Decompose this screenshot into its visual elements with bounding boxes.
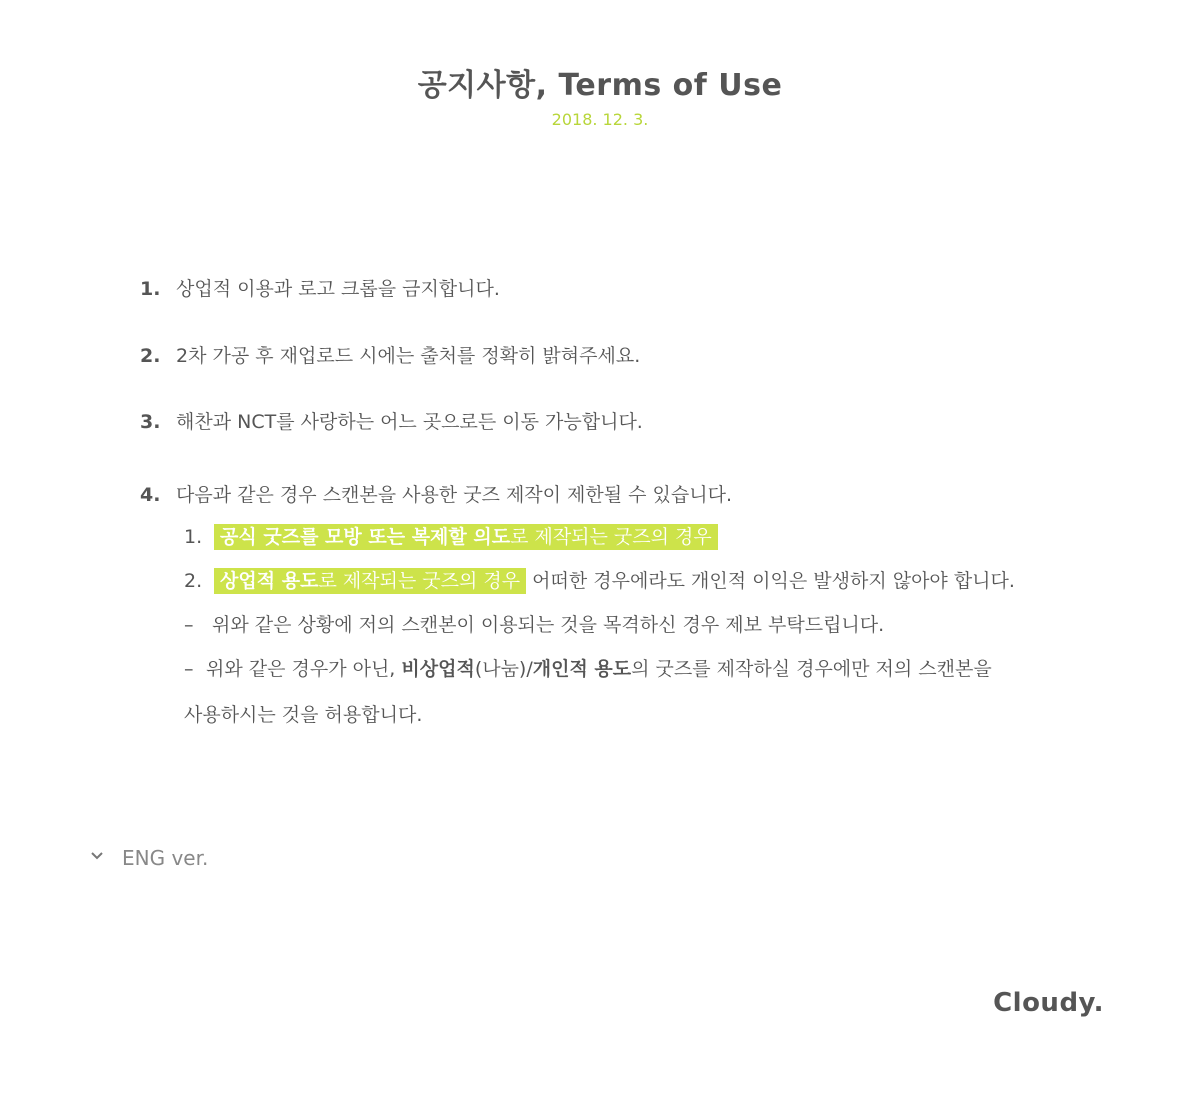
rule-text: 2차 가공 후 재업로드 시에는 출처를 정확히 밝혀주세요.: [176, 345, 641, 367]
highlight-text: [214, 568, 526, 594]
dash-mark: –: [184, 658, 194, 680]
note-text-mid: (나눔)/: [474, 658, 533, 680]
rule-item-4: [140, 480, 732, 507]
note-bold-1: 비상업적: [401, 658, 475, 680]
rule-item-1: [140, 274, 500, 301]
rule-item-2: [140, 341, 640, 368]
rule-number: 1.: [140, 278, 161, 300]
subrule-number: 2.: [184, 570, 203, 592]
subrule-text: 어떠한 경우에라도 개인적 이익은 발생하지 않아야 합니다.: [526, 570, 1015, 592]
rule-item-3: [140, 407, 643, 434]
note-2: [184, 654, 992, 681]
highlight-bold: 상업적 용도: [220, 570, 319, 592]
rule-number: 4.: [140, 484, 161, 506]
rule-text: 다음과 같은 경우 스캔본을 사용한 굿즈 제작이 제한될 수 있습니다.: [176, 484, 733, 506]
rule-text: 상업적 이용과 로고 크롭을 금지합니다.: [176, 278, 500, 300]
note-1: [184, 610, 884, 637]
note-2-continued: [184, 700, 422, 727]
highlight-bold: 공식 굿즈를 모방 또는 복제할 의도: [220, 526, 511, 548]
rule-text: 해찬과 NCT를 사랑하는 어느 곳으로든 이동 가능합니다.: [176, 411, 643, 433]
subrule-2: [184, 566, 1015, 593]
rule-number: 2.: [140, 345, 161, 367]
note-bold-2: 개인적 용도: [532, 658, 632, 680]
rule-number: 3.: [140, 411, 161, 433]
highlight-rest: 로 제작되는 굿즈의 경우: [510, 526, 712, 548]
subrule-1: [184, 522, 718, 549]
chevron-down-icon: [90, 844, 104, 858]
eng-version-label: ENG ver.: [122, 846, 209, 870]
eng-version-toggle[interactable]: [90, 846, 208, 870]
highlight-rest: 로 제작되는 굿즈의 경우: [318, 570, 521, 592]
note-text: 위와 같은 상황에 저의 스캔본이 이용되는 것을 목격하신 경우 제보 부탁드립니다.: [212, 614, 885, 636]
note-text-line2: 사용하시는 것을 허용합니다.: [184, 704, 423, 726]
signature: Cloudy.: [993, 988, 1104, 1018]
highlight-text: [214, 524, 718, 550]
note-text-pre: 위와 같은 경우가 아닌,: [206, 658, 402, 680]
subrule-number: 1.: [184, 526, 203, 548]
post-date: 2018. 12. 3.: [551, 110, 649, 129]
note-text-post: 의 굿즈를 제작하실 경우에만 저의 스캔본을: [631, 658, 992, 680]
dash-mark: –: [184, 614, 194, 636]
page-title: 공지사항, Terms of Use: [417, 68, 783, 103]
